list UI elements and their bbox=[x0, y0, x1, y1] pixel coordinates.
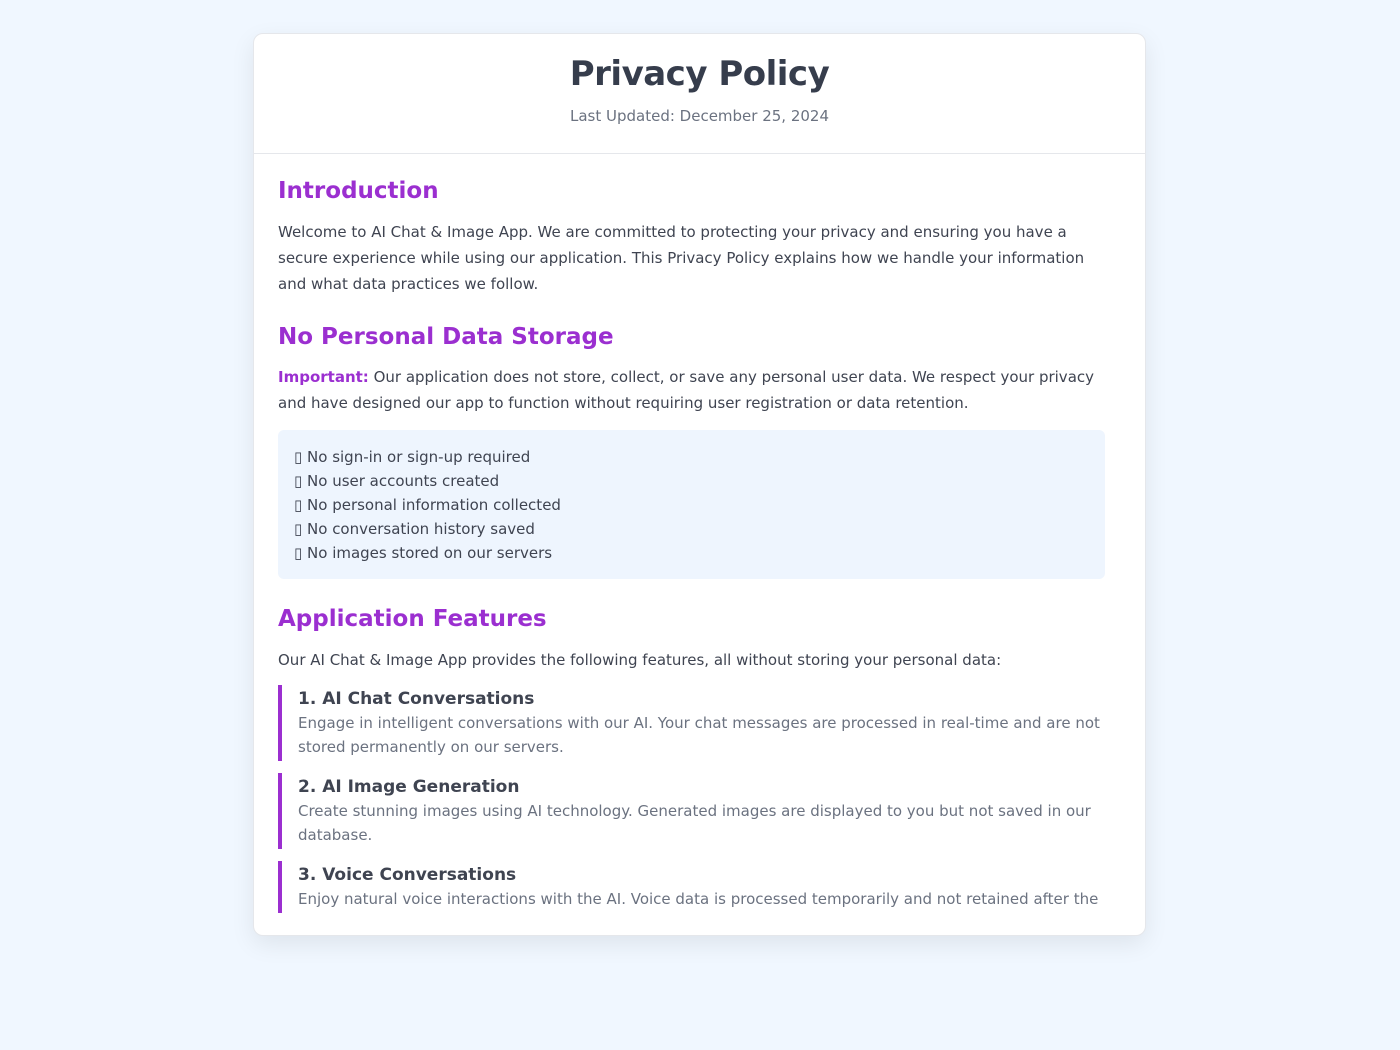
feature-description: Create stunning images using AI technology. Generated images are displayed to you but not saved in our database. bbox=[298, 801, 1091, 844]
list-item: ▯ No images stored on our servers bbox=[294, 544, 553, 563]
storage-text bbox=[278, 364, 1105, 416]
page-title: Privacy Policy bbox=[569, 54, 830, 94]
list-item: ▯ No sign-in or sign-up required bbox=[294, 448, 531, 467]
list-item: ▯ No personal information collected bbox=[294, 496, 561, 515]
feature-title: 1. AI Chat Conversations bbox=[298, 688, 535, 709]
features-section bbox=[278, 606, 1105, 913]
storage-heading: No Personal Data Storage bbox=[278, 323, 614, 350]
feature-title: 3. Voice Conversations bbox=[298, 864, 517, 885]
features-list bbox=[278, 685, 1105, 913]
feature-description: Enjoy natural voice interactions with the AI. Voice data is processed temporarily and not retained after the bbox=[298, 889, 1099, 908]
features-heading: Application Features bbox=[278, 606, 547, 633]
last-updated-date: Last Updated: December 25, 2024 bbox=[569, 107, 830, 126]
intro-text: Welcome to AI Chat & Image App. We are committed to protecting your privacy and ensuring you have a secure experience while using our application. This Privacy Policy explains how we handle your information and what data practices we follow. bbox=[278, 222, 1085, 293]
no-storage-list bbox=[278, 430, 1105, 579]
list-item: ▯ No conversation history saved bbox=[294, 520, 535, 539]
feature-item bbox=[278, 773, 1105, 849]
storage-body: Our application does not store, collect, or save any personal user data. We respect your privacy and have designed our app to function without requiring user registration or data retention. bbox=[278, 368, 1095, 413]
list-item: ▯ No user accounts created bbox=[294, 472, 500, 491]
important-label: Important: bbox=[278, 368, 369, 387]
privacy-policy-card bbox=[253, 33, 1146, 936]
intro-heading: Introduction bbox=[278, 178, 439, 204]
feature-title: 2. AI Image Generation bbox=[298, 776, 520, 797]
feature-item bbox=[278, 861, 1105, 913]
policy-header bbox=[254, 34, 1145, 154]
features-intro: Our AI Chat & Image App provides the following features, all without storing your personal data: bbox=[278, 650, 1002, 669]
feature-description: Engage in intelligent conversations with our AI. Your chat messages are processed in real-time and are not stored permanently on our servers. bbox=[298, 713, 1100, 756]
storage-section bbox=[278, 324, 1105, 580]
policy-content bbox=[254, 154, 1145, 913]
feature-item bbox=[278, 685, 1105, 761]
